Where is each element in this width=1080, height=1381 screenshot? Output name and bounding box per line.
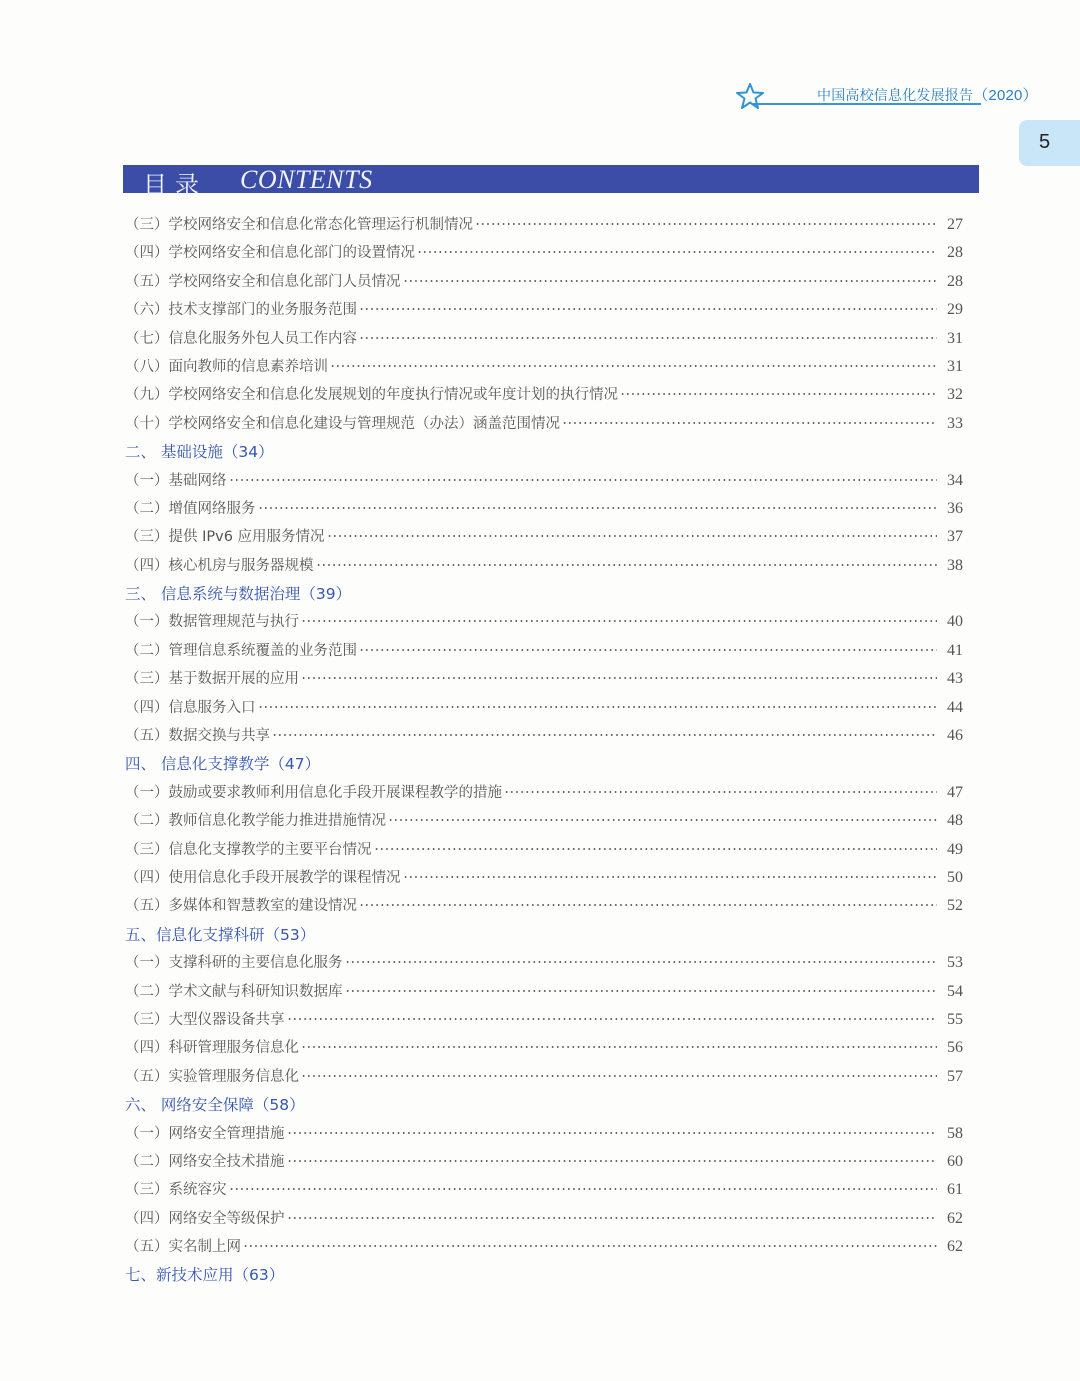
entry-label: （三）大型仪器设备共享 xyxy=(125,1011,285,1028)
toc-entry[interactable] xyxy=(125,1120,975,1148)
section-label: 七、新技术应用（63） xyxy=(125,1266,285,1285)
toc-entry[interactable] xyxy=(125,552,975,580)
entry-label: （一）网络安全管理措施 xyxy=(125,1125,285,1142)
toc-entry[interactable] xyxy=(125,608,975,636)
dot-leader xyxy=(475,223,937,225)
entry-page-number: 29 xyxy=(947,301,963,319)
entry-page-number: 31 xyxy=(947,329,963,347)
entry-page-number: 60 xyxy=(947,1152,963,1170)
entry-page-number: 38 xyxy=(947,556,963,574)
entry-page-number: 62 xyxy=(947,1238,963,1256)
dot-leader xyxy=(258,507,938,509)
toc-entry[interactable] xyxy=(125,665,975,693)
entry-page-number: 52 xyxy=(947,897,963,915)
entry-page-number: 47 xyxy=(947,783,963,801)
section-label: 二、 基础设施（34） xyxy=(125,443,274,462)
toc-entry[interactable] xyxy=(125,296,975,324)
dot-leader xyxy=(359,649,937,651)
dot-leader xyxy=(258,706,938,708)
entry-page-number: 49 xyxy=(947,840,963,858)
toc-entry[interactable] xyxy=(125,1006,975,1034)
entry-label: （二）学术文献与科研知识数据库 xyxy=(125,983,343,1000)
toc-section-heading[interactable] xyxy=(125,1091,975,1119)
entry-page-number: 61 xyxy=(947,1181,963,1199)
toc-entry[interactable] xyxy=(125,467,975,495)
toc-entry[interactable] xyxy=(125,523,975,551)
entry-label: （二）教师信息化教学能力推进措施情况 xyxy=(125,813,386,830)
entry-label: （九）学校网络安全和信息化发展规划的年度执行情况或年度计划的执行情况 xyxy=(125,387,618,404)
entry-label: （八）面向教师的信息素养培训 xyxy=(125,358,328,375)
entry-page-number: 36 xyxy=(947,499,963,517)
toc-entry[interactable] xyxy=(125,978,975,1006)
toc-entry[interactable] xyxy=(125,268,975,296)
toc-section-heading[interactable] xyxy=(125,750,975,778)
dot-leader xyxy=(327,535,937,537)
entry-page-number: 55 xyxy=(947,1010,963,1028)
dot-leader xyxy=(345,990,938,992)
toc-entry[interactable] xyxy=(125,1176,975,1204)
dot-leader xyxy=(287,1217,938,1219)
toc-entry[interactable] xyxy=(125,694,975,722)
entry-label: （一）支撑科研的主要信息化服务 xyxy=(125,955,343,972)
dot-leader xyxy=(229,479,938,481)
dot-leader xyxy=(359,308,937,310)
entry-label: （一）数据管理规范与执行 xyxy=(125,614,299,631)
toc-section-heading[interactable] xyxy=(125,1261,975,1289)
entry-page-number: 41 xyxy=(947,641,963,659)
dot-leader xyxy=(330,365,937,367)
entry-label: （五）实验管理服务信息化 xyxy=(125,1068,299,1085)
toc-section-heading[interactable] xyxy=(125,921,975,949)
entry-page-number: 28 xyxy=(947,272,963,290)
contents-title-en: CONTENTS xyxy=(240,165,373,194)
dot-leader xyxy=(272,734,937,736)
toc-entry[interactable] xyxy=(125,779,975,807)
toc-entry[interactable] xyxy=(125,211,975,239)
entry-label: （四）核心机房与服务器规模 xyxy=(125,557,314,574)
dot-leader xyxy=(301,620,937,622)
page-number-tab xyxy=(1019,120,1080,166)
entry-page-number: 57 xyxy=(947,1067,963,1085)
toc-entry[interactable] xyxy=(125,1233,975,1261)
entry-page-number: 27 xyxy=(947,216,963,233)
entry-label: （五）实名制上网 xyxy=(125,1239,241,1256)
dot-leader xyxy=(388,819,937,821)
toc-section-heading[interactable] xyxy=(125,438,975,466)
toc-entry[interactable] xyxy=(125,381,975,409)
entry-label: （四）信息服务入口 xyxy=(125,699,256,716)
toc-section-heading[interactable] xyxy=(125,580,975,608)
entry-page-number: 28 xyxy=(947,244,963,262)
entry-label: （三）信息化支撑教学的主要平台情况 xyxy=(125,841,372,858)
entry-page-number: 43 xyxy=(947,670,963,688)
dot-leader xyxy=(287,1132,938,1134)
toc-entry[interactable] xyxy=(125,353,975,381)
entry-page-number: 40 xyxy=(947,613,963,631)
entry-page-number: 48 xyxy=(947,812,963,830)
entry-page-number: 53 xyxy=(947,954,963,972)
dot-leader xyxy=(345,961,938,963)
dot-leader xyxy=(316,564,938,566)
entry-label: （五）多媒体和智慧教室的建设情况 xyxy=(125,898,357,915)
toc-entry[interactable] xyxy=(125,495,975,523)
dot-leader xyxy=(403,876,938,878)
dot-leader xyxy=(620,393,937,395)
dot-leader xyxy=(417,251,937,253)
toc-entry[interactable] xyxy=(125,949,975,977)
dot-leader xyxy=(301,1046,937,1048)
dot-leader xyxy=(374,848,938,850)
toc-entry[interactable] xyxy=(125,864,975,892)
toc-entry[interactable] xyxy=(125,807,975,835)
entry-page-number: 31 xyxy=(947,357,963,375)
entry-label: （五）学校网络安全和信息化部门人员情况 xyxy=(125,273,401,290)
entry-label: （四）科研管理服务信息化 xyxy=(125,1040,299,1057)
entry-page-number: 34 xyxy=(947,471,963,489)
dot-leader xyxy=(403,280,938,282)
dot-leader xyxy=(229,1188,938,1190)
entry-label: （一）基础网络 xyxy=(125,472,227,489)
entry-label: （四）使用信息化手段开展教学的课程情况 xyxy=(125,869,401,886)
dot-leader xyxy=(562,422,937,424)
entry-label: （二）增值网络服务 xyxy=(125,500,256,517)
toc-entry[interactable] xyxy=(125,1205,975,1233)
section-label: 六、 网络安全保障（58） xyxy=(125,1096,305,1115)
toc-entry[interactable] xyxy=(125,836,975,864)
entry-page-number: 37 xyxy=(947,528,963,546)
entry-page-number: 62 xyxy=(947,1209,963,1227)
dot-leader xyxy=(359,337,937,339)
entry-label: （三）学校网络安全和信息化常态化管理运行机制情况 xyxy=(125,217,473,233)
entry-label: （三）系统容灾 xyxy=(125,1182,227,1199)
entry-label: （四）学校网络安全和信息化部门的设置情况 xyxy=(125,245,415,262)
toc-entry[interactable] xyxy=(125,722,975,750)
entry-page-number: 58 xyxy=(947,1124,963,1142)
section-label: 五、信息化支撑科研（53） xyxy=(125,925,316,944)
entry-page-number: 56 xyxy=(947,1039,963,1057)
contents-banner xyxy=(123,165,979,199)
dot-leader xyxy=(504,791,937,793)
dot-leader xyxy=(243,1245,937,1247)
report-title-text: 中国高校信息化发展报告 xyxy=(817,88,974,104)
contents-title-cn: 目录 xyxy=(143,171,207,199)
toc-entry[interactable] xyxy=(125,325,975,353)
dot-leader xyxy=(301,1075,937,1077)
report-year: （2020） xyxy=(973,87,1038,104)
toc-entry[interactable] xyxy=(125,410,975,438)
entry-label: （四）网络安全等级保护 xyxy=(125,1210,285,1227)
toc-entry[interactable] xyxy=(125,637,975,665)
entry-page-number: 54 xyxy=(947,982,963,1000)
entry-label: （七）信息化服务外包人员工作内容 xyxy=(125,330,357,347)
toc-entry[interactable] xyxy=(125,892,975,920)
entry-label: （一）鼓励或要求教师利用信息化手段开展课程教学的措施 xyxy=(125,784,502,801)
running-header xyxy=(735,80,1038,110)
entry-label: （三）基于数据开展的应用 xyxy=(125,671,299,688)
dot-leader xyxy=(287,1160,938,1162)
entry-label: （六）技术支撑部门的业务服务范围 xyxy=(125,302,357,319)
dot-leader xyxy=(287,1018,938,1020)
dot-leader xyxy=(301,677,937,679)
toc-entry[interactable] xyxy=(125,1148,975,1176)
star-icon xyxy=(735,82,765,110)
entry-label: （二）网络安全技术措施 xyxy=(125,1153,285,1170)
entry-page-number: 50 xyxy=(947,868,963,886)
toc-entry[interactable] xyxy=(125,1063,975,1091)
section-label: 四、 信息化支撑教学（47） xyxy=(125,755,321,774)
section-label: 三、 信息系统与数据治理（39） xyxy=(125,585,352,604)
entry-page-number: 32 xyxy=(947,386,963,404)
toc-entry[interactable] xyxy=(125,239,975,267)
report-title xyxy=(817,84,1038,105)
table-of-contents xyxy=(125,211,975,1290)
entry-label: （三）提供 IPv6 应用服务情况 xyxy=(125,529,325,546)
entry-label: （二）管理信息系统覆盖的业务范围 xyxy=(125,642,357,659)
toc-entry[interactable] xyxy=(125,1034,975,1062)
dot-leader xyxy=(359,904,937,906)
page-number: 5 xyxy=(1039,131,1051,153)
entry-label: （十）学校网络安全和信息化建设与管理规范（办法）涵盖范围情况 xyxy=(125,415,560,432)
entry-page-number: 44 xyxy=(947,698,963,716)
entry-page-number: 33 xyxy=(947,414,963,432)
entry-label: （五）数据交换与共享 xyxy=(125,728,270,745)
entry-page-number: 46 xyxy=(947,727,963,745)
